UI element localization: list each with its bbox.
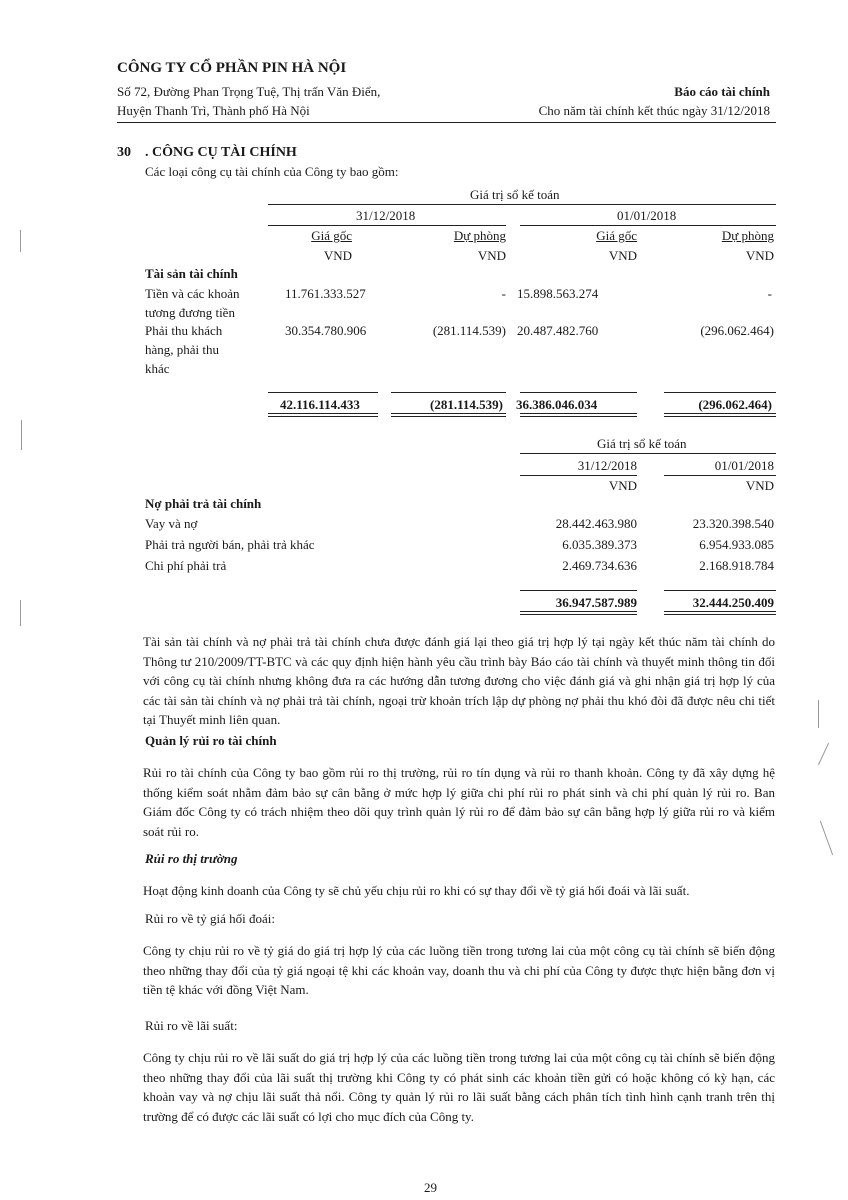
- scan-mark: [820, 821, 833, 855]
- assets-row-label-line: hàng, phải thu: [145, 342, 220, 357]
- liabilities-row-value: 2.168.918.784: [699, 558, 774, 573]
- section-intro: Các loại công cụ tài chính của Công ty bao gồm:: [145, 164, 399, 179]
- assets-row-value: -: [767, 286, 772, 301]
- liabilities-total-rule-bottom: [664, 611, 776, 615]
- assets-col-cost-1: Giá gốc: [311, 228, 352, 243]
- report-title: Báo cáo tài chính: [674, 84, 770, 99]
- liabilities-period2-rule: [664, 475, 776, 476]
- assets-unit-2: VND: [477, 248, 506, 263]
- assets-col-cost-2: Giá gốc: [596, 228, 637, 243]
- fair-value-paragraph: Tài sản tài chính và nợ phải trả tài chính chưa được đánh giá lại theo giá trị hợp lý tại ngày kết thúc năm tài chính do Thông tư 210/2009/TT-BTC và các quy định hiện hành yêu cầu trình bày Báo cáo tài chính và thuyết minh thông tin đối với công cụ tài chính nhưng không đưa ra các hướng dẫn tương đương cho việc đánh giá và ghi nhận giá trị hợp lý của các tài sản tài chính và nợ phải trả tài chính, ngoại trừ khoản trích lập dự phòng nợ phải thu khó đòi đã được nêu chi tiết tại Thuyết minh liên quan.: [143, 634, 775, 727]
- assets-total-rule-top: [520, 392, 637, 393]
- liabilities-row-label: Phải trả người bán, phải trả khác: [145, 537, 315, 552]
- liabilities-row-label: Chi phí phải trả: [145, 558, 227, 573]
- assets-row-value: (281.114.539): [432, 323, 506, 338]
- liabilities-group-header: Giá trị sổ kế toán: [597, 436, 687, 451]
- liabilities-period1-rule: [520, 475, 637, 476]
- assets-total-rule-bottom: [268, 413, 378, 417]
- liabilities-total-value: 36.947.587.989: [555, 595, 637, 610]
- assets-group-rule: [268, 204, 776, 205]
- liabilities-total-value: 32.444.250.409: [692, 595, 774, 610]
- company-address-line1: Số 72, Đường Phan Trọng Tuệ, Thị trấn Văn Điển,: [117, 84, 381, 99]
- assets-row-value: 15.898.563.274: [517, 286, 599, 301]
- report-period: Cho năm tài chính kết thúc ngày 31/12/2018: [538, 103, 770, 118]
- assets-row-label-line: Tiền và các khoản: [145, 286, 240, 301]
- assets-row-label-line: tương đương tiền: [145, 305, 235, 320]
- assets-unit-4: VND: [745, 248, 774, 263]
- assets-total-value: (281.114.539): [430, 397, 503, 412]
- risk-management-heading: Quản lý rủi ro tài chính: [145, 733, 277, 748]
- section-number: 30: [117, 145, 131, 160]
- company-name: CÔNG TY CỔ PHẦN PIN HÀ NỘI: [117, 60, 347, 76]
- assets-period2-rule: [520, 225, 776, 226]
- assets-row-value: (296.062.464): [700, 323, 774, 338]
- market-risk-heading: Rủi ro thị trường: [145, 851, 238, 866]
- scan-mark: [21, 420, 22, 450]
- assets-row-value: 30.354.780.906: [285, 323, 367, 338]
- assets-total-rule-bottom: [520, 413, 637, 417]
- liabilities-group-rule: [520, 453, 776, 454]
- scan-mark: [20, 600, 21, 626]
- company-address-line2: Huyện Thanh Trì, Thành phố Hà Nội: [117, 103, 310, 118]
- assets-row-value: -: [501, 286, 506, 301]
- liabilities-heading: Nợ phải trả tài chính: [145, 496, 262, 511]
- scan-mark: [818, 700, 819, 728]
- risk-management-paragraph: Rủi ro tài chính của Công ty bao gồm rủi ro thị trường, rủi ro tín dụng và rủi ro thanh khoản. Công ty đã xây dựng hệ thống kiểm soát nhằm đảm bảo sự cân bằng ở mức hợp lý giữa chi phí rủi ro phát sinh và chi phí quản lý rủi ro. Ban Giám đốc Công ty có trách nhiệm theo dõi quy trình quản lý rủi ro để đảm bảo sự cân bằng hợp lý giữa rủi ro và kiểm soát rủi ro.: [143, 765, 775, 839]
- fx-risk-paragraph: Công ty chịu rủi ro về tỷ giá do giá trị hợp lý của các luồng tiền trong tương lai của một công cụ tài chính sẽ biến động theo những thay đổi của tỷ giá ngoại tệ khi các khoản vay, doanh thu và chi phí của Công ty được thực hiện bằng đơn vị tiền tệ khác với đồng Việt Nam.: [143, 943, 775, 997]
- market-risk-paragraph: Hoạt động kinh doanh của Công ty sẽ chủ yếu chịu rủi ro khi có sự thay đổi về tỷ giá hối đoái và lãi suất.: [143, 883, 690, 898]
- page-number: 29: [424, 1180, 437, 1195]
- liabilities-row-value: 6.035.389.373: [562, 537, 637, 552]
- scan-mark: [20, 230, 21, 252]
- assets-total-rule-top: [664, 392, 776, 393]
- assets-total-rule-top: [268, 392, 378, 393]
- assets-total-rule-bottom: [664, 413, 776, 417]
- assets-period2: 01/01/2018: [617, 208, 677, 223]
- interest-rate-risk-heading: Rủi ro về lãi suất:: [145, 1018, 238, 1033]
- liabilities-row-value: 2.469.734.636: [562, 558, 637, 573]
- assets-total-value: 42.116.114.433: [280, 397, 360, 412]
- scan-mark: [818, 743, 829, 765]
- liabilities-period1: 31/12/2018: [577, 458, 637, 473]
- fx-risk-heading: Rủi ro về tỷ giá hối đoái:: [145, 911, 275, 926]
- assets-heading: Tài sản tài chính: [145, 266, 238, 281]
- assets-row-value: 20.487.482.760: [517, 323, 599, 338]
- section-title: . CÔNG CỤ TÀI CHÍNH: [145, 145, 297, 160]
- assets-group-header: Giá trị sổ kế toán: [470, 187, 560, 202]
- header-rule: [117, 122, 776, 123]
- assets-period1-rule: [268, 225, 506, 226]
- assets-total-value: (296.062.464): [698, 397, 772, 412]
- liabilities-row-label: Vay và nợ: [145, 516, 198, 531]
- assets-total-rule-bottom: [391, 413, 506, 417]
- liabilities-total-rule-top: [520, 590, 637, 591]
- assets-total-rule-top: [391, 392, 506, 393]
- interest-rate-risk-paragraph: Công ty chịu rủi ro về lãi suất do giá trị hợp lý của các luồng tiền trong tương lai của một công cụ tài chính sẽ biến động theo những thay đổi của lãi suất thị trường khi Công ty có phát sinh các khoản tiền gửi có hoặc không có kỳ hạn, các khoản vay và nợ chịu lãi suất thả nổi. Công ty quản lý rủi ro lãi suất bằng cách phân tích tình hình cạnh tranh trên thị trường để có được các lãi suất có lợi cho mục đích của Công ty.: [143, 1050, 775, 1124]
- assets-row-label-line: khác: [145, 361, 170, 376]
- liabilities-total-rule-bottom: [520, 611, 637, 615]
- assets-col-provision-2: Dự phòng: [721, 228, 774, 243]
- assets-row-label-line: Phải thu khách: [145, 323, 223, 338]
- assets-row-value: 11.761.333.527: [285, 286, 366, 301]
- liabilities-unit-1: VND: [608, 478, 637, 493]
- assets-unit-1: VND: [323, 248, 352, 263]
- assets-period1: 31/12/2018: [356, 208, 416, 223]
- assets-col-provision-1: Dự phòng: [453, 228, 506, 243]
- liabilities-row-value: 28.442.463.980: [555, 516, 637, 531]
- liabilities-unit-2: VND: [745, 478, 774, 493]
- liabilities-row-value: 23.320.398.540: [692, 516, 774, 531]
- assets-unit-3: VND: [608, 248, 637, 263]
- liabilities-total-rule-top: [664, 590, 776, 591]
- liabilities-row-value: 6.954.933.085: [699, 537, 774, 552]
- liabilities-period2: 01/01/2018: [714, 458, 774, 473]
- assets-total-value: 36.386.046.034: [516, 397, 598, 412]
